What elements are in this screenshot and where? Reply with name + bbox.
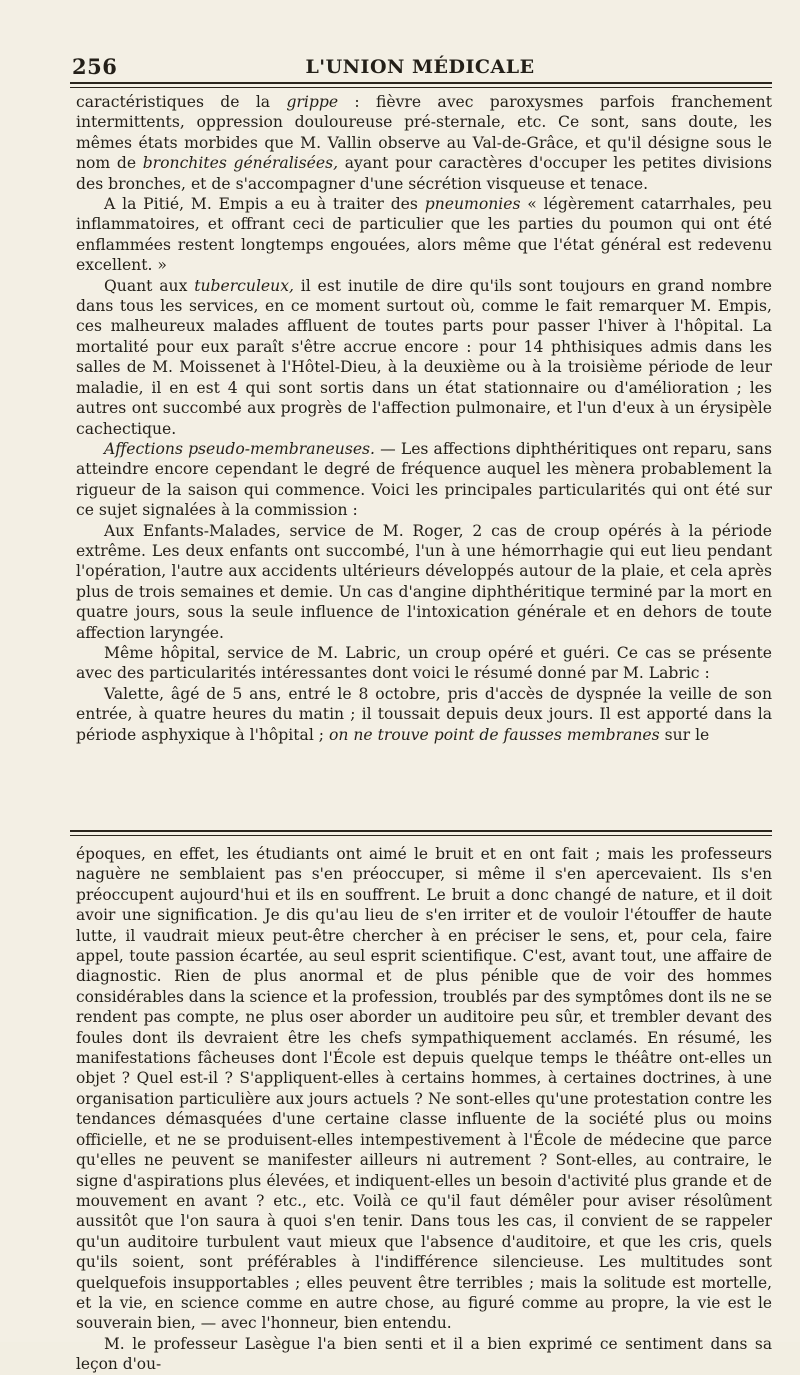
feuilleton-article (76, 844, 772, 1375)
text-run: : fièvre avec paroxysmes parfois franchement intermittents, oppression douloureuse pré-sternale, etc. Ce sont, sans doute, les mêmes états morbides que M. Vallin observe au Val-de-Grâce, et qu'il désigne sous le nom de (76, 93, 772, 173)
header-rule (70, 82, 772, 88)
section-heading-italic: Affections pseudo-membraneuses. (104, 439, 376, 458)
text-run: A la Pitié, M. Empis a eu à traiter des (104, 195, 425, 214)
text-run: — Les affections diphthéritiques ont reparu, sans atteindre encore cependant le degré de fréquence auquel les mènera probablement la rigueur de la saison qui commence. Voici les principales particularités qui ont été sur ce sujet signalées à la commission : (76, 439, 772, 520)
text-run: Valette, âgé de 5 ans, entré le 8 octobre, pris d'accès de dyspnée la veille de son entrée, à quatre heures du matin ; il toussait depuis deux jours. Il est apporté dans la période asphyxique à l'hôpital ; (76, 684, 772, 744)
italic-term: pneumonies (424, 195, 521, 214)
text-run: il est inutile de dire qu'ils sont toujours en grand nombre dans tous les services, en ce moment surtout où, comme le fait remarquer M. Empis, ces malheureux malades affluent de toutes parts pour passer l'hiver à l'hôpital. La mortalité pour eux paraît s'être accrue encore : pour 14 phthisiques admis dans les salles de M. Moissenet à l'Hôtel-Dieu, à la deuxième ou à la troisième période de leur maladie, il en est 4 qui sont sortis dans un état stationnaire ou d'amélioration ; les autres ont succombé aux progrès de l'affection pulmonaire, et l'un d'eux à un érysipèle cachectique. (76, 276, 772, 438)
text-run: Quant aux (104, 276, 195, 295)
text-run: ayant pour caractères d'occuper les petites divisions des bronches, et de s'accompagner d'une sécrétion visqueuse et tenace. (76, 154, 772, 193)
paragraph-feuilleton: époques, en effet, les étudiants ont aimé le bruit et en ont fait ; mais les professeurs naguère ne semblaient pas s'en préoccuper, si même il s'en apercevaient. Ils s'en préoccupent aujourd'hui et ils en souffrent. Le bruit a donc changé de nature, et il doit avoir une signification. Je dis qu'au lieu de s'en irriter et de vouloir l'étouffer de haute lutte, il vaudrait mieux peut-être chercher à en préciser le sens, et, pour cela, faire appel, toute passion écartée, au seul esprit scientifique. C'est, avant tout, une affaire de diagnostic. Rien de plus anormal et de plus pénible que de voir des hommes considérables dans la science et la profession, troublés par des symptômes dont ils ne se rendent pas compte, ne plus oser aborder un auditoire peu sûr, et trembler devant des foules dont ils devraient être les chefs sympathiquement acclamés. En résumé, les manifestations fâcheuses dont l'École est depuis quelque temps le théâtre ont-elles un objet ? Quel est-il ? S'appliquent-elles à certains hommes, à certaines doctrines, à une organisation particulière aux jours actuels ? Ne sont-elles qu'une protestation contre les tendances démasquées d'une certaine classe influente de la société plus ou moins officielle, et ne se produisent-elles intempestivement à l'École de médecine que parce qu'elles ne peuvent se manifester ailleurs ni autrement ? Sont-elles, au contraire, le signe d'aspirations plus élevées, et indiquent-elles un besoin d'activité plus grande et de mouvement en avant ? etc., etc. Voilà ce qu'il faut démêler pour aviser résolûment aussitôt que l'on saura à quoi s'en tenir. Dans tous les cas, il convient de se rappeler qu'un auditoire turbulent vaut mieux que l'absence d'auditoire, et que les cris, quels qu'ils soient, sont préférables à l'indifférence silencieuse. Les multitudes sont quelquefois insupportables ; elles peuvent être terribles ; mais la solitude est mortelle, et la vie, en science comme en autre chose, au figuré comme au propre, la vie est le souverain bien, — avec l'honneur, bien entendu. (76, 845, 772, 1333)
paragraph-enfants-malades: Aux Enfants-Malades, service de M. Roger, 2 cas de croup opérés à la période extrême. Les deux enfants ont succombé, l'un à une hémorrhagie qui eut lieu pendant l'opération, l'autre aux accidents ultérieurs développés autour de la plaie, et cela après plus de trois semaines et demie. Un cas d'angine diphthéritique terminé par la mort en quatre jours, sous la seule influence de l'intoxication générale et en dehors de toute affection laryngée. (76, 521, 772, 642)
paragraph-tuberculeux (76, 276, 772, 439)
page-header (70, 52, 770, 78)
text-run: caractéristiques de la (76, 93, 287, 111)
italic-term: tuberculeux, (194, 276, 294, 295)
italic-term: bronchites généralisées, (142, 154, 339, 173)
paragraph-affections (76, 439, 772, 521)
paragraph-grippe (76, 92, 772, 194)
page-number: 256 (72, 54, 118, 79)
text-run: « légèrement catarrhales, peu inflammatoires, et offrant ceci de particulier que les parties du poumon qui ont été enflammées restent longtemps engouées, alors même que l'état général est redevenu excellent. » (76, 195, 772, 275)
italic-term: grippe (286, 93, 339, 111)
text-run: sur le (659, 725, 710, 744)
paragraph-pneumonies (76, 194, 772, 276)
feuilleton-rule (70, 830, 772, 836)
italic-term: on ne trouve point de fausses membranes (328, 725, 660, 744)
upper-article (76, 92, 772, 745)
paragraph-valette (76, 684, 772, 745)
journal-title: L'UNION MÉDICALE (305, 56, 535, 78)
paragraph-labric: Même hôpital, service de M. Labric, un croup opéré et guéri. Ce cas se présente avec des particularités intéressantes dont voici le résumé donné par M. Labric : (76, 643, 772, 683)
paragraph-lasegue: M. le professeur Lasègue l'a bien senti et il a bien exprimé ce sentiment dans sa leçon d'ou- (76, 1334, 772, 1374)
